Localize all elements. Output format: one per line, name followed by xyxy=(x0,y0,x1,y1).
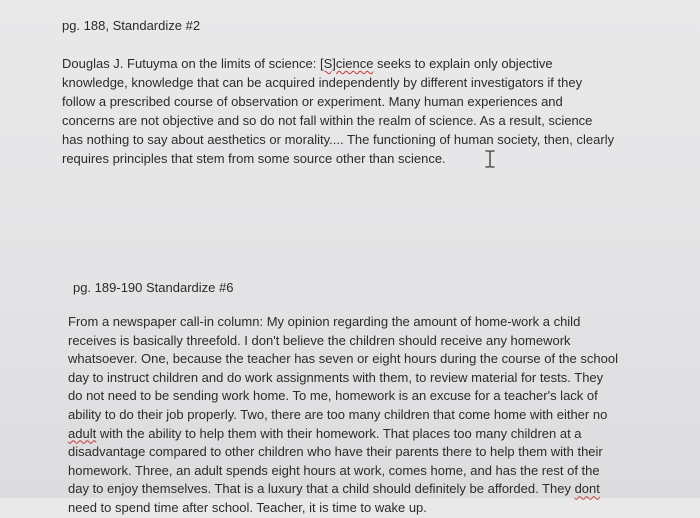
section-heading-standardize-2: pg. 188, Standardize #2 xyxy=(62,18,201,33)
text-fragment: seeks to explain only objective xyxy=(373,56,553,71)
text-line: follow a prescribed course of observation or experiment. Many human experiences and xyxy=(62,94,563,109)
text-line: concerns are not objective and so do not fall within the realm of science. As a result, science xyxy=(62,113,593,128)
text-fragment: day to enjoy themselves. That is a luxury that a child should definitely be afforded. They xyxy=(68,481,575,497)
text-line: disadvantage compared to other children who have their parents there to help them with their xyxy=(68,444,603,460)
text-line: From a newspaper call-in column: My opinion regarding the amount of home-work a child xyxy=(68,314,581,329)
misspelled-word[interactable]: [S]cience xyxy=(319,56,374,71)
text-line xyxy=(62,54,662,73)
misspelled-word[interactable]: dont xyxy=(574,481,600,497)
text-line: requires principles that stem from some source other than science. xyxy=(62,151,446,166)
text-line: has nothing to say about aesthetics or morality.... The functioning of human society, then, clearly xyxy=(62,132,615,147)
text-line: need to spend time after school. Teacher, it is time to wake up. xyxy=(68,499,427,515)
section-heading-standardize-6: pg. 189-190 Standardize #6 xyxy=(73,280,234,295)
text-line xyxy=(68,425,628,444)
text-fragment: with the ability to help them with their homework. That places too many children at a xyxy=(96,425,582,441)
i-beam-cursor-icon xyxy=(484,150,496,168)
text-line: homework. Three, an adult spends eight hours at work, comes home, and has the rest of the xyxy=(68,462,600,478)
call-in-column-paragraph[interactable] xyxy=(68,313,628,518)
text-line: day to instruct children and do work assignments with them, to review material for tests. They xyxy=(68,369,604,385)
text-line: receives is basically threefold. I don't believe the children should receive any homework xyxy=(68,332,571,348)
misspelled-word[interactable]: adult xyxy=(68,425,97,441)
text-line: do not need to be sending work home. To me, homework is an excuse for a teacher's lack of xyxy=(68,388,598,404)
text-line: knowledge, knowledge that can be acquired independently by different investigators if they xyxy=(62,75,583,90)
futuyma-paragraph[interactable] xyxy=(62,54,662,168)
text-line xyxy=(68,480,628,499)
text-line: ability to do their job properly. Two, there are too many children that come home with either no xyxy=(68,406,608,422)
text-line: whatsoever. One, because the teacher has seven or eight hours during the course of the school xyxy=(68,351,618,367)
text-fragment: Douglas J. Futuyma on the limits of science: xyxy=(62,56,320,71)
